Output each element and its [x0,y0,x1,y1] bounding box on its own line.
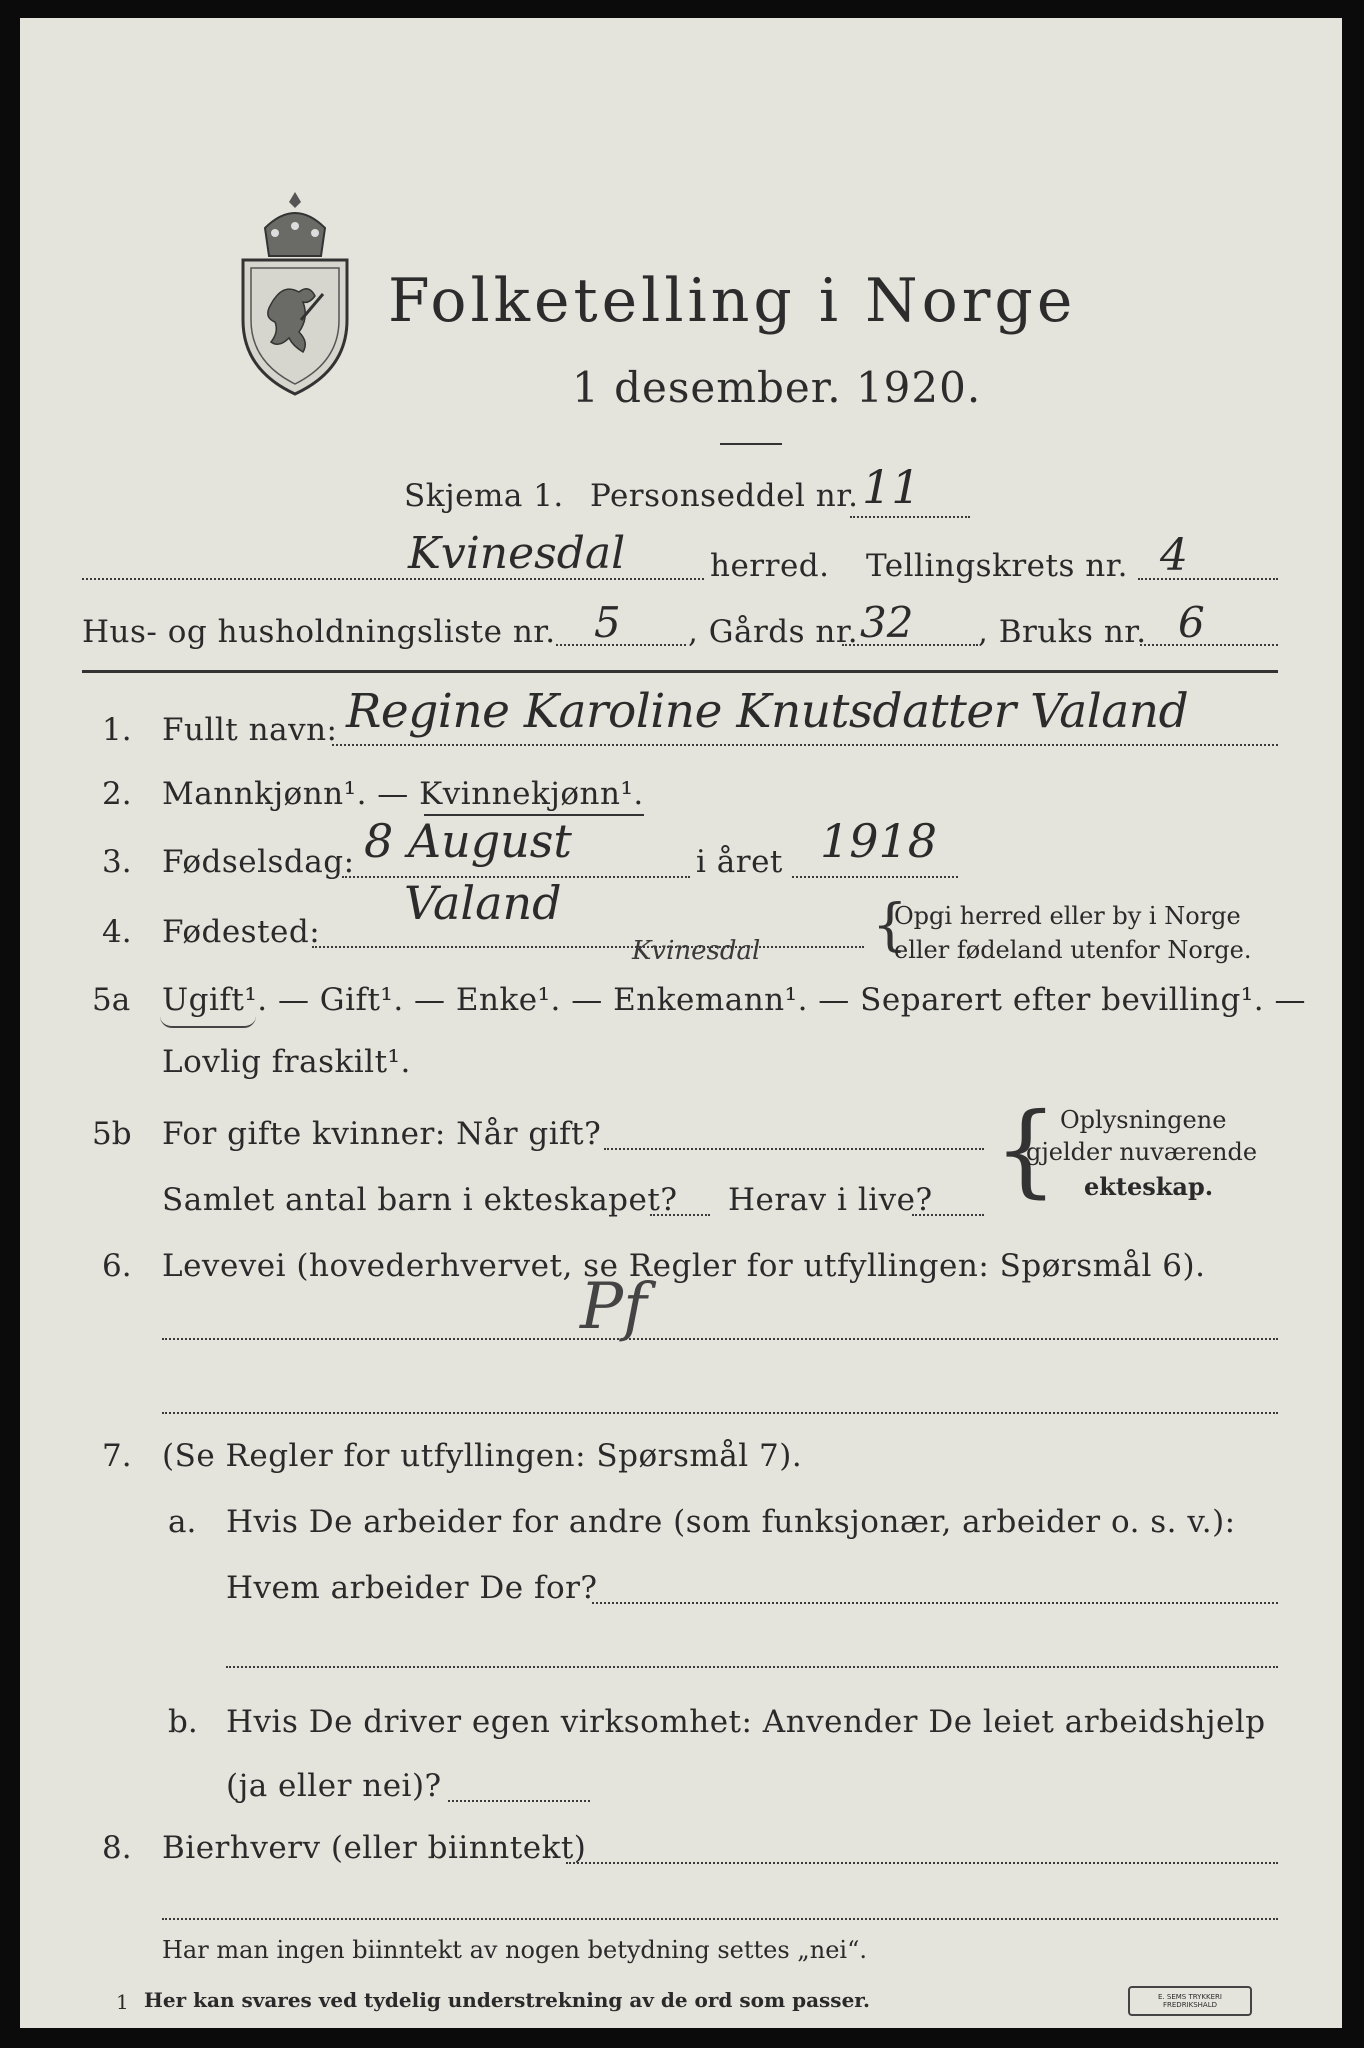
q3-year-value[interactable]: 1918 [820,814,938,868]
q7a-label-2: Hvem arbeider De for? [226,1570,598,1606]
q5b-side-note-1: Oplysningene [1060,1106,1227,1134]
q8-note: Har man ingen biinntekt av nogen betydning settes „nei“. [162,1936,867,1964]
q3-year-line [792,876,958,878]
q5b-side-note-3: ekteskap. [1084,1172,1214,1201]
q4-note-value[interactable]: Kvinesdal [632,936,761,966]
q5b-side-note-2: gjelder nuværende [1026,1138,1258,1166]
q2-number: 2. [102,776,132,812]
personseddel-value[interactable]: 11 [862,460,921,514]
q7-label: (Se Regler for utfyllingen: Spørsmål 7). [162,1438,803,1474]
q5a-number: 5a [92,982,131,1018]
herred-label: herred. [710,548,830,584]
printer-stamp [1128,1986,1252,2016]
q3-number: 3. [102,844,132,880]
q7a-line-1 [592,1602,1278,1604]
q8-line-2 [162,1918,1278,1920]
q7b-label: Hvis De driver egen virksomhet: Anvender De leiet arbeidshjelp [226,1704,1266,1740]
gards-label: , Gårds nr. [688,614,859,650]
q5a-ugift-mark [160,1016,256,1028]
q6-value[interactable]: Pf [580,1270,647,1344]
q7b-number: b. [168,1704,198,1740]
page-title: Folketelling i Norge [388,266,1077,336]
tellingskrets-label: Tellingskrets nr. [866,548,1128,584]
q5b-alive-line [912,1214,984,1216]
q6-line-2 [162,1412,1278,1414]
q4-number: 4. [102,914,132,950]
q5b-number: 5b [92,1116,132,1152]
q4-line [312,946,864,948]
skjema-label: Skjema 1. [404,478,564,514]
tellingskrets-value[interactable]: 4 [1160,530,1188,581]
q7a-number: a. [168,1504,197,1540]
personseddel-label: Personseddel nr. [590,478,859,514]
q5b-label-3: Herav i live? [728,1182,933,1218]
q8-line-1 [566,1862,1278,1864]
personseddel-line [850,516,970,518]
census-form-sheet [20,18,1342,2028]
q6-label: Levevei (hovederhvervet, se Regler for utfyllingen: Spørsmål 6). [162,1248,1206,1284]
q4-label: Fødested: [162,914,321,950]
q7a-label: Hvis De arbeider for andre (som funksjonær, arbeider o. s. v.): [226,1504,1236,1540]
q3-year-label: i året [696,844,783,880]
q7b-line [448,1800,590,1802]
q2-label: Mannkjønn¹. — Kvinnekjønn¹. [162,776,644,812]
q5a-label: Ugift¹. — Gift¹. — Enke¹. — Enkemann¹. — Separert efter bevilling¹. — [162,982,1306,1018]
q3-value[interactable]: 8 August [364,814,572,868]
q6-line-1 [162,1338,1278,1340]
hus-label: Hus- og husholdningsliste nr. [82,614,556,650]
q1-line [332,744,1278,746]
herred-value[interactable]: Kvinesdal [408,528,626,579]
q4-brace: { [872,893,908,958]
footnote-text: Her kan svares ved tydelig understrekning av de ord som passer. [144,1988,870,2012]
q4-value[interactable]: Valand [404,876,562,930]
q5a-label-2: Lovlig fraskilt¹. [162,1044,411,1080]
norwegian-coat-of-arms-icon [235,188,355,398]
printer-stamp-text: E. SEMS TRYKKERI FREDRIKSHALD [1158,1993,1222,2009]
hus-value[interactable]: 5 [594,598,621,647]
bruks-value[interactable]: 6 [1178,598,1205,647]
q1-value[interactable]: Regine Karoline Knutsdatter Valand [346,684,1189,739]
q5b-children-line [650,1214,710,1216]
bruks-line [1140,644,1278,646]
q3-label: Fødselsdag: [162,844,355,880]
hus-line [556,644,686,646]
q6-number: 6. [102,1248,132,1284]
header-rule [82,670,1278,673]
tellingskrets-line [1138,578,1278,580]
q1-label: Fullt navn: [162,712,338,748]
q4-side-note-2: eller fødeland utenfor Norge. [894,936,1252,964]
q1-number: 1. [102,712,132,748]
q5b-married-line [604,1148,984,1150]
q5b-label-2: Samlet antal barn i ekteskapet? [162,1182,678,1218]
q7a-line-2 [226,1666,1278,1668]
census-date: 1 desember. 1920. [572,363,982,412]
q5b-brace: { [994,1091,1058,1208]
q8-label: Bierhverv (eller biinntekt) [162,1830,587,1866]
q7b-label-2: (ja eller nei)? [226,1768,442,1804]
q4-side-note-1: Opgi herred eller by i Norge [894,902,1241,930]
q7-number: 7. [102,1438,132,1474]
footnote-mark: 1 [116,1990,129,2014]
bruks-label: , Bruks nr. [978,614,1147,650]
q5b-label: For gifte kvinner: Når gift? [162,1116,602,1152]
title-divider [720,443,782,445]
gards-value[interactable]: 32 [860,598,914,647]
q8-number: 8. [102,1830,132,1866]
